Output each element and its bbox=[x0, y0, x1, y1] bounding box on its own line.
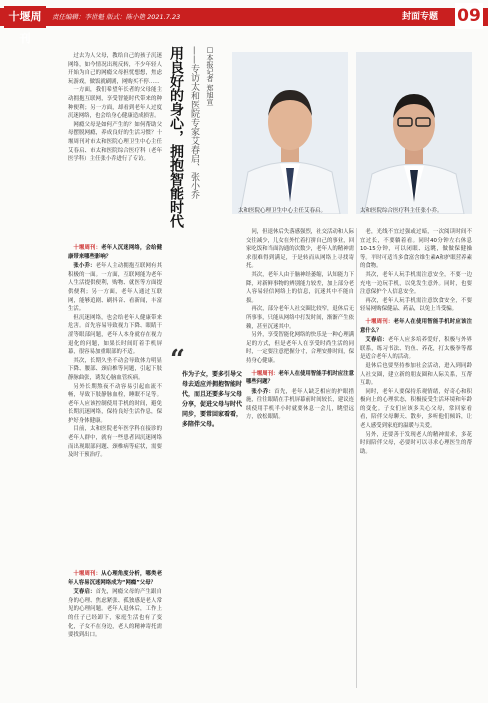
speaker-label: 十堰周刊： bbox=[73, 245, 102, 251]
speaker-text: 老年人在使用智能手机时应注意哪些问题？ bbox=[246, 370, 354, 386]
speaker-text: 首先，网瘾父母的产生跟自身的心理、焦虑紧张、孤独感是老人常见的心理问题。老年人退休后，工作上的任子已经卸下，家庭生活也有了变化，子女不在身边，老人的精神寄托需要找到出口。 bbox=[68, 589, 162, 639]
doctor-portrait-1 bbox=[232, 52, 348, 214]
article-title: 用良好的身心，拥抱智能时代 bbox=[168, 46, 184, 228]
photo-ai-chunqi bbox=[232, 52, 348, 214]
paragraph: 同时，老年人要保持乐观情绪，好奇心和积极向上的心理状态，积极接受生活环境和年龄的变化。子女们应该多关心父母，常回家看看，陪伴父母聊天、散步，多听他们倾诉，让老人感受到家庭的温暖与关爱。 bbox=[360, 388, 472, 430]
intro-column bbox=[68, 52, 162, 164]
body-column-1 bbox=[68, 240, 162, 460]
paragraph: 退休后也要坚持参加社会活动，进入到同龄人社交圈，建立新的朋友圈和人际关系，互帮互助。 bbox=[360, 362, 472, 387]
paragraph: 老，光线不宜过强或过暗，一次阅读时间不宜过长，不要躺着看。同时40分钟左右休息10-15分钟，可以闭眼、远眺，做做保健操等。平时可适当多食富含维生素A和护眼营养素的食物。 bbox=[360, 229, 472, 270]
pull-quote bbox=[170, 345, 243, 430]
speaker-label: 艾春启： bbox=[73, 589, 96, 596]
paragraph: 一方面，我们希望年长者的父母能主动拥抱互联网，享受智能时代带来的种种便利；另一方面，却看到老年人过度沉迷网络，也会给身心健康造成损害。 bbox=[68, 87, 162, 120]
paragraph: 网瘾父母是如何产生的？如何帮助父母摆脱网瘾，养成良好的生活习惯？十堰周刊对市太和医院心理卫生中心主任艾春启、市太和医院综合医疗科（老年医学科）主任张小乔进行了专访。 bbox=[68, 121, 162, 163]
interview-answer bbox=[68, 262, 162, 314]
paragraph: 过去为人父母，教给自己的孩子沉迷网络，如今情况出现反转，不少年轻人开始为自己的网瘾父母担忧想想，焦虑玩游戏，做饭就刷剧，网购买不停…… bbox=[68, 53, 162, 85]
speaker-text: 首先，老年人缺乏相应的护眼措施，往往眼睛在手机屏幕前时间较长，建议连续使用手机半小时就要休息一会儿，眺望远方，放松眼睛。 bbox=[246, 388, 354, 421]
speaker-label: 张小乔： bbox=[73, 263, 96, 270]
interview-question bbox=[360, 318, 472, 335]
interview-answer bbox=[246, 388, 354, 422]
speaker-text: 老年人应多培养爱好，积极与外界联系，练习书法、钓鱼、养花，打太极拳等都是适合老年人的活动。 bbox=[360, 337, 472, 361]
paragraph: 再次，部分老年人社交圈比较窄，退休后无所事事，只能从网络中打发时间，渐渐产生依赖，甚至沉迷其中。 bbox=[246, 306, 354, 330]
speaker-label: 张小乔： bbox=[251, 388, 275, 395]
column-divider bbox=[356, 228, 357, 688]
pull-quote-text: 作为子女，要多引导父母去适应并拥抱智能时代，而且还要多与父母分享，促进父母与时代同步，要常回家看看，多陪伴父母。 bbox=[182, 371, 243, 428]
body-column-3 bbox=[360, 228, 472, 456]
section-title: 封面专题 bbox=[402, 12, 439, 22]
brand-logo: 十堰周刊 bbox=[4, 6, 46, 28]
paragraph: 目前，太和医院老年医学科在接诊的老年人群中，就有一些患者因沉迷网络而出现眼部问题、颈椎病等症状，需要及时干预治疗。 bbox=[68, 426, 162, 459]
speaker-label: 十堰周刊： bbox=[365, 318, 394, 325]
paragraph: 另外长期熬夜不动容易引起血流不畅，导致下肢静脉血栓，睡眠不足等。老年人应该控制使用手机的时间，避免长期沉迷网络，保持良好生活作息，保护好身体健康。 bbox=[68, 383, 162, 424]
speaker-text: 老年人沉迷网络，会给健康带来哪些影响？ bbox=[68, 245, 162, 260]
speaker-label: 十堰周刊： bbox=[251, 370, 279, 377]
paragraph: 问，但退休后失落感强烈，社交活动和人际交往减少，儿女在外忙着打拼自己的事业，回家吃饭和当面沟通的次数少，老年人的精神需求很难得到满足，于是转而从网络上寻找寄托。 bbox=[246, 229, 354, 270]
paragraph: 其次，老年人玩手机需注意安全，不要一边充电一边玩手机，以免发生意外。同时，也要注意保护个人信息安全。 bbox=[360, 271, 472, 296]
body-column-1b bbox=[68, 566, 162, 640]
paragraph: 另外，享受智能化网络的快乐是一种心理满足的方式，但是老年人在享受时尚生活的同时，一定要注意把握分寸，合理安排时间，保持身心健康。 bbox=[246, 332, 354, 364]
interview-question bbox=[246, 370, 354, 387]
paragraph: 但沉迷网络，也会给老年人健康带来危害。首先容易导致视力下降、眼睛干涩等眼部问题，老年人本身就存在视力退化的问题，如果长时间盯着手机屏幕，很容易加重眼部的不适。 bbox=[68, 314, 162, 356]
doctor-portrait-2 bbox=[356, 52, 472, 214]
paragraph: 其次，长期久坐不动会导致体力明显下降、腰部、颈肩椎等问题，引起下肢静脉曲张，诱发心脑血管疾病。 bbox=[68, 357, 162, 381]
paragraph: 其次，老年人由于脑神经萎缩，认知能力下降，对新鲜事物的辨别能力较差，加上部分老人容易轻信网络上的信息，沉迷其中不能自拔。 bbox=[246, 271, 354, 304]
speaker-label: 艾春启： bbox=[365, 337, 388, 344]
page-number: 09 bbox=[455, 3, 483, 29]
page-header bbox=[0, 0, 488, 45]
photo-caption-1: 太和医院心理卫生中心主任艾春启。 bbox=[238, 208, 327, 214]
speaker-text: 老年人在使用智能手机时应该注意什么？ bbox=[360, 318, 472, 334]
body-column-2 bbox=[246, 228, 354, 422]
speaker-label: 十堰周刊： bbox=[73, 571, 102, 577]
interview-question bbox=[68, 570, 162, 587]
paragraph: 再次，老年人玩手机需注意饮食安全，不要轻易网购保健品、药品，以免上当受骗。 bbox=[360, 297, 472, 313]
article-subtitle: ——专访太和医院专家艾春启、张小乔 bbox=[189, 46, 199, 199]
interview-question bbox=[68, 244, 162, 261]
photo-caption-2: 太和医院综合医疗科主任张小乔。 bbox=[360, 208, 443, 214]
interview-answer bbox=[68, 588, 162, 640]
speaker-text: 老年人主动拥抱互联网有其积极的一面。一方面，互联网能为老年人生活提供便利，购物、就医等方面提供便利；另一方面，老年人通过互联网，能够追剧、刷抖音、看新闻，丰富生活。 bbox=[68, 263, 162, 313]
editor-line: 责任编辑：李世魁 版式：陈小艳 2021.7.23 bbox=[52, 13, 181, 21]
paragraph: 另外，还要善于发现老人的精神需求，多花时间陪伴父母，必要时可以寻求心理医生的帮助。 bbox=[360, 431, 472, 455]
interview-answer bbox=[360, 336, 472, 362]
quote-mark-icon: “ bbox=[170, 345, 185, 375]
speaker-text: 从心理角度分析，哪类老年人容易沉迷网络成为“网瘾”父母？ bbox=[68, 571, 162, 586]
photo-zhang-xiaoqiao bbox=[356, 52, 472, 214]
byline: □本报记者 郑旭宣 bbox=[206, 46, 214, 106]
